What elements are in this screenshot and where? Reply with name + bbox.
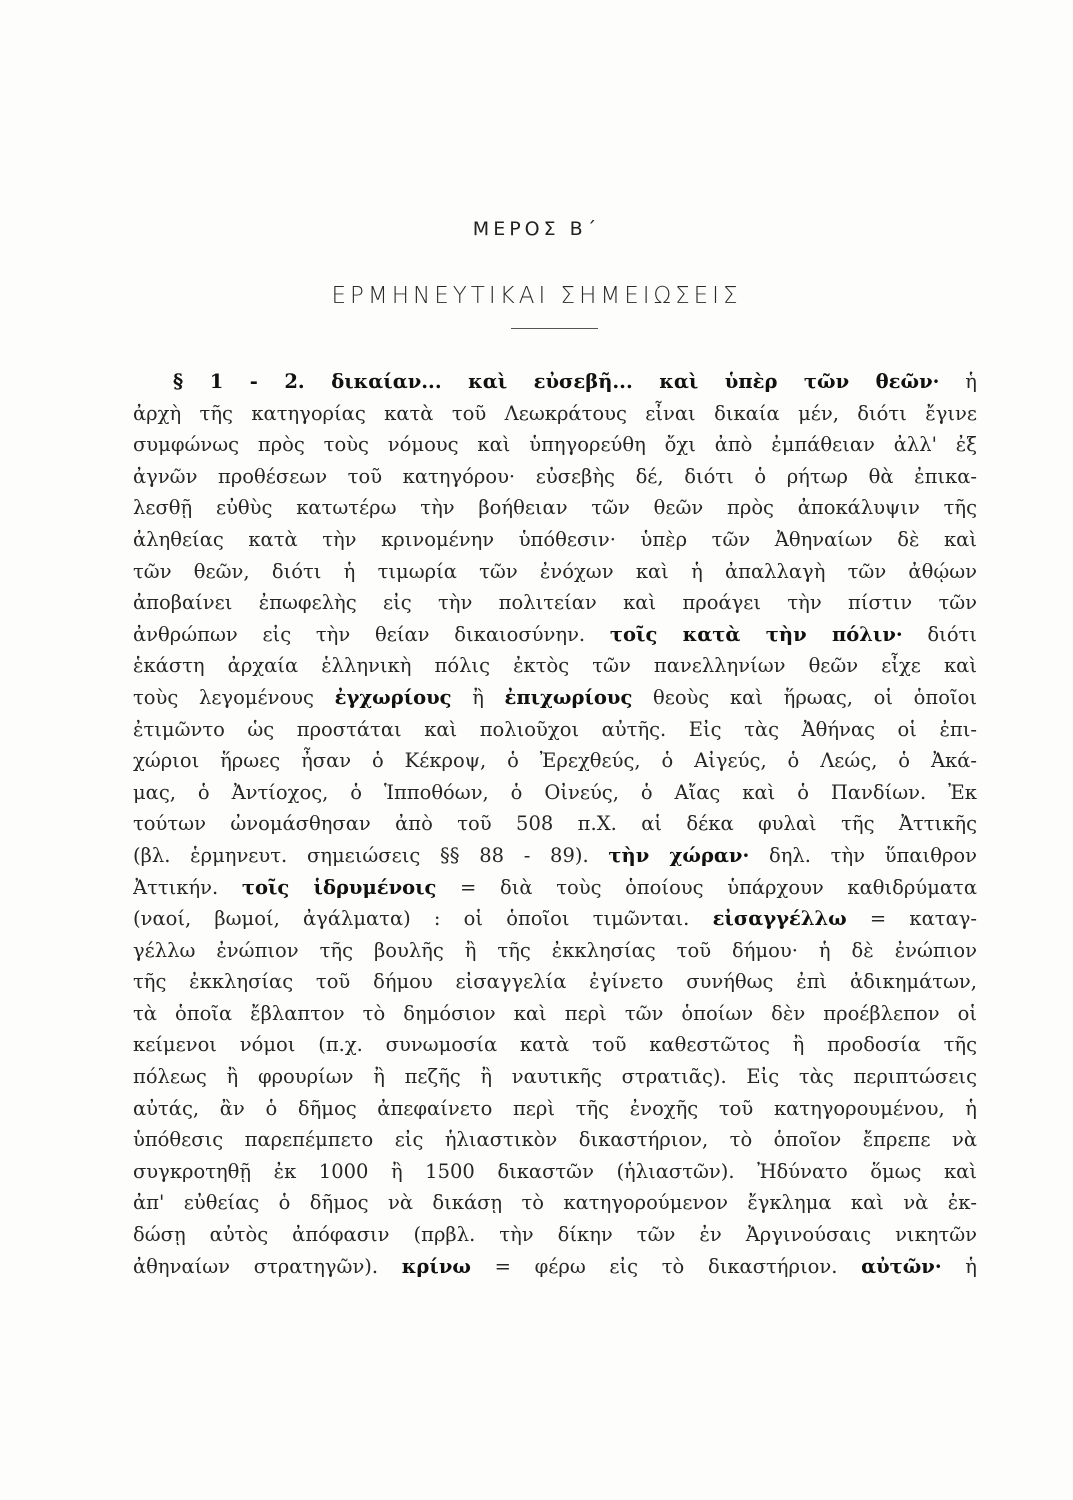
text-line: [133, 745, 977, 777]
text-run: (βλ. ἑρμηνευτ. σημειώσεις §§ 88 - 89).: [133, 843, 609, 867]
text-line: [133, 682, 977, 714]
text-line: [133, 524, 977, 556]
lemma-term: τοῖς κατὰ τὴν πόλιν·: [609, 622, 903, 646]
text-line: [133, 1187, 977, 1219]
text-line: [133, 903, 977, 935]
text-run: ἀθηναίων στρατηγῶν).: [133, 1254, 402, 1278]
text-line: [133, 461, 977, 493]
title-divider: [511, 328, 598, 329]
lemma-term: τὴν χώραν·: [608, 843, 750, 867]
lemma-term: ἐπιχωρίους: [504, 685, 633, 709]
text-run: λεσθῇ εὐθὺς κατωτέρω τὴν βοήθειαν τῶν θεῶν πρὸς ἀποκάλυψιν τῆς: [133, 496, 977, 520]
text-run: μας, ὁ Ἀντίοχος, ὁ Ἱπποθόων, ὁ Οἰνεύς, ὁ Αἴας καὶ ὁ Πανδίων. Ἐκ: [133, 780, 977, 804]
text-run: θεοὺς καὶ ἥρωας, οἱ ὁποῖοι: [632, 685, 977, 709]
text-run: ἀπ' εὐθείας ὁ δῆμος νὰ δικάσῃ τὸ κατηγορούμενον ἔγκλημα καὶ νὰ ἐκ-: [133, 1191, 977, 1215]
text-run: ἀρχὴ τῆς κατηγορίας κατὰ τοῦ Λεωκράτους εἶναι δικαία μέν, διότι ἔγινε: [133, 401, 977, 425]
text-run: διότι: [902, 622, 977, 646]
text-line: [133, 777, 977, 809]
text-run: ἀγνῶν προθέσεων τοῦ κατηγόρου· εὐσεβὴς δέ, διότι ὁ ρήτωρ θὰ ἐπικα-: [133, 464, 977, 488]
text-line: [133, 1251, 977, 1283]
text-run: ὑπόθεσις παρεπέμπετο εἰς ἡλιαστικὸν δικαστήριον, τὸ ὁποῖον ἔπρεπε νὰ: [133, 1128, 977, 1152]
text-run: δηλ. τὴν ὕπαιθρον: [749, 843, 977, 867]
text-run: συμφώνως πρὸς τοὺς νόμους καὶ ὑπηγορεύθη ὄχι ἀπὸ ἐμπάθειαν ἀλλ' ἐξ: [133, 433, 977, 457]
text-run: ἢ: [451, 685, 505, 709]
part-title: ΜΕΡΟΣ Β΄: [472, 218, 601, 240]
text-run: ἡ: [939, 370, 977, 393]
text-run: = φέρω εἰς τὸ δικαστήριον.: [470, 1254, 862, 1278]
text-run: τούτων ὠνομάσθησαν ἀπὸ τοῦ 508 π.Χ. αἱ δέκα φυλαὶ τῆς Ἀττικῆς: [133, 812, 977, 836]
text-line: [133, 619, 977, 651]
text-run: ἀνθρώπων εἰς τὴν θείαν δικαιοσύνην.: [133, 622, 610, 646]
text-run: = διὰ τοὺς ὁποίους ὑπάρχουν καθιδρύματα: [436, 875, 977, 899]
text-line: [133, 650, 977, 682]
text-run: τῶν θεῶν, διότι ἡ τιμωρία τῶν ἐνόχων καὶ ἡ ἀπαλλαγὴ τῶν ἀθῴων: [133, 559, 977, 583]
commentary-text: [133, 366, 977, 1282]
lemma-term: ἐγχωρίους: [334, 685, 452, 709]
lemma-term: εἰσαγγέλλω: [712, 907, 847, 931]
text-line: [133, 840, 977, 872]
text-line: [133, 1061, 977, 1093]
text-line: [133, 966, 977, 998]
text-run: κείμενοι νόμοι (π.χ. συνωμοσία κατὰ τοῦ καθεστῶτος ἢ προδοσία τῆς: [133, 1033, 977, 1057]
text-line: [133, 1124, 977, 1156]
lemma-term: § 1 - 2. δικαίαν... καὶ εὐσεβῆ... καὶ ὑπὲρ τῶν θεῶν·: [173, 370, 940, 393]
text-line: [133, 556, 977, 588]
lemma-term: κρίνω: [401, 1254, 471, 1278]
text-run: τὰ ὁποῖα ἔβλαπτον τὸ δημόσιον καὶ περὶ τῶν ὁποίων δὲν προέβλεπον οἱ: [133, 1001, 977, 1025]
text-line: [133, 429, 977, 461]
text-line: [133, 492, 977, 524]
text-run: ἀληθείας κατὰ τὴν κρινομένην ὑπόθεσιν· ὑπὲρ τῶν Ἀθηναίων δὲ καὶ: [133, 527, 977, 551]
text-line: [133, 1029, 977, 1061]
text-run: συγκροτηθῇ ἐκ 1000 ἢ 1500 δικαστῶν (ἡλιαστῶν). Ἠδύνατο ὅμως καὶ: [133, 1159, 977, 1183]
text-run: δώσῃ αὐτὸς ἀπόφασιν (πρβλ. τὴν δίκην τῶν ἐν Ἀργινούσαις νικητῶν: [133, 1223, 977, 1247]
text-run: αὐτάς, ἂν ὁ δῆμος ἀπεφαίνετο περὶ τῆς ἐνοχῆς τοῦ κατηγορουμένου, ἡ: [133, 1096, 977, 1120]
text-run: χώριοι ἥρωες ἦσαν ὁ Κέκροψ, ὁ Ἐρεχθεύς, ὁ Αἰγεύς, ὁ Λεώς, ὁ Ἀκά-: [133, 749, 977, 773]
text-run: ἑκάστη ἀρχαία ἑλληνικὴ πόλις ἐκτὸς τῶν πανελληνίων θεῶν εἶχε καὶ: [133, 654, 977, 678]
text-line: [133, 808, 977, 840]
text-line: [133, 714, 977, 746]
text-run: τοὺς λεγομένους: [133, 685, 335, 709]
text-run: ἀποβαίνει ἐπωφελὴς εἰς τὴν πολιτείαν καὶ προάγει τὴν πίστιν τῶν: [133, 591, 977, 615]
text-line: [133, 1219, 977, 1251]
text-run: ἐτιμῶντο ὡς προστάται καὶ πολιοῦχοι αὐτῆς. Εἰς τὰς Ἀθήνας οἱ ἐπι-: [133, 717, 977, 741]
text-run: τῆς ἐκκλησίας τοῦ δήμου εἰσαγγελία ἐγίνετο συνήθως ἐπὶ ἀδικημάτων,: [133, 970, 977, 994]
text-run: (ναοί, βωμοί, ἀγάλματα) : οἱ ὁποῖοι τιμῶνται.: [133, 907, 713, 931]
text-line: [133, 366, 977, 398]
text-line: [133, 1156, 977, 1188]
text-line: [133, 1093, 977, 1125]
text-run: Ἀττικήν.: [133, 875, 242, 899]
text-run: γέλλω ἐνώπιον τῆς βουλῆς ἢ τῆς ἐκκλησίας τοῦ δήμου· ἡ δὲ ἐνώπιον: [133, 938, 977, 962]
text-line: [133, 998, 977, 1030]
text-run: πόλεως ἢ φρουρίων ἢ πεζῆς ἢ ναυτικῆς στρατιᾶς). Εἰς τὰς περιπτώσεις: [133, 1065, 977, 1089]
text-run: ἡ: [941, 1254, 977, 1278]
lemma-term: αὐτῶν·: [861, 1254, 942, 1278]
text-line: [133, 398, 977, 430]
text-run: = καταγ-: [846, 907, 977, 931]
lemma-term: τοῖς ἱδρυμένοις: [241, 875, 437, 899]
text-line: [133, 587, 977, 619]
section-title: ΕΡΜΗΝΕΥΤΙΚΑΙ ΣΗΜΕΙΩΣΕΙΣ: [331, 283, 742, 309]
text-line: [133, 935, 977, 967]
text-line: [133, 872, 977, 904]
